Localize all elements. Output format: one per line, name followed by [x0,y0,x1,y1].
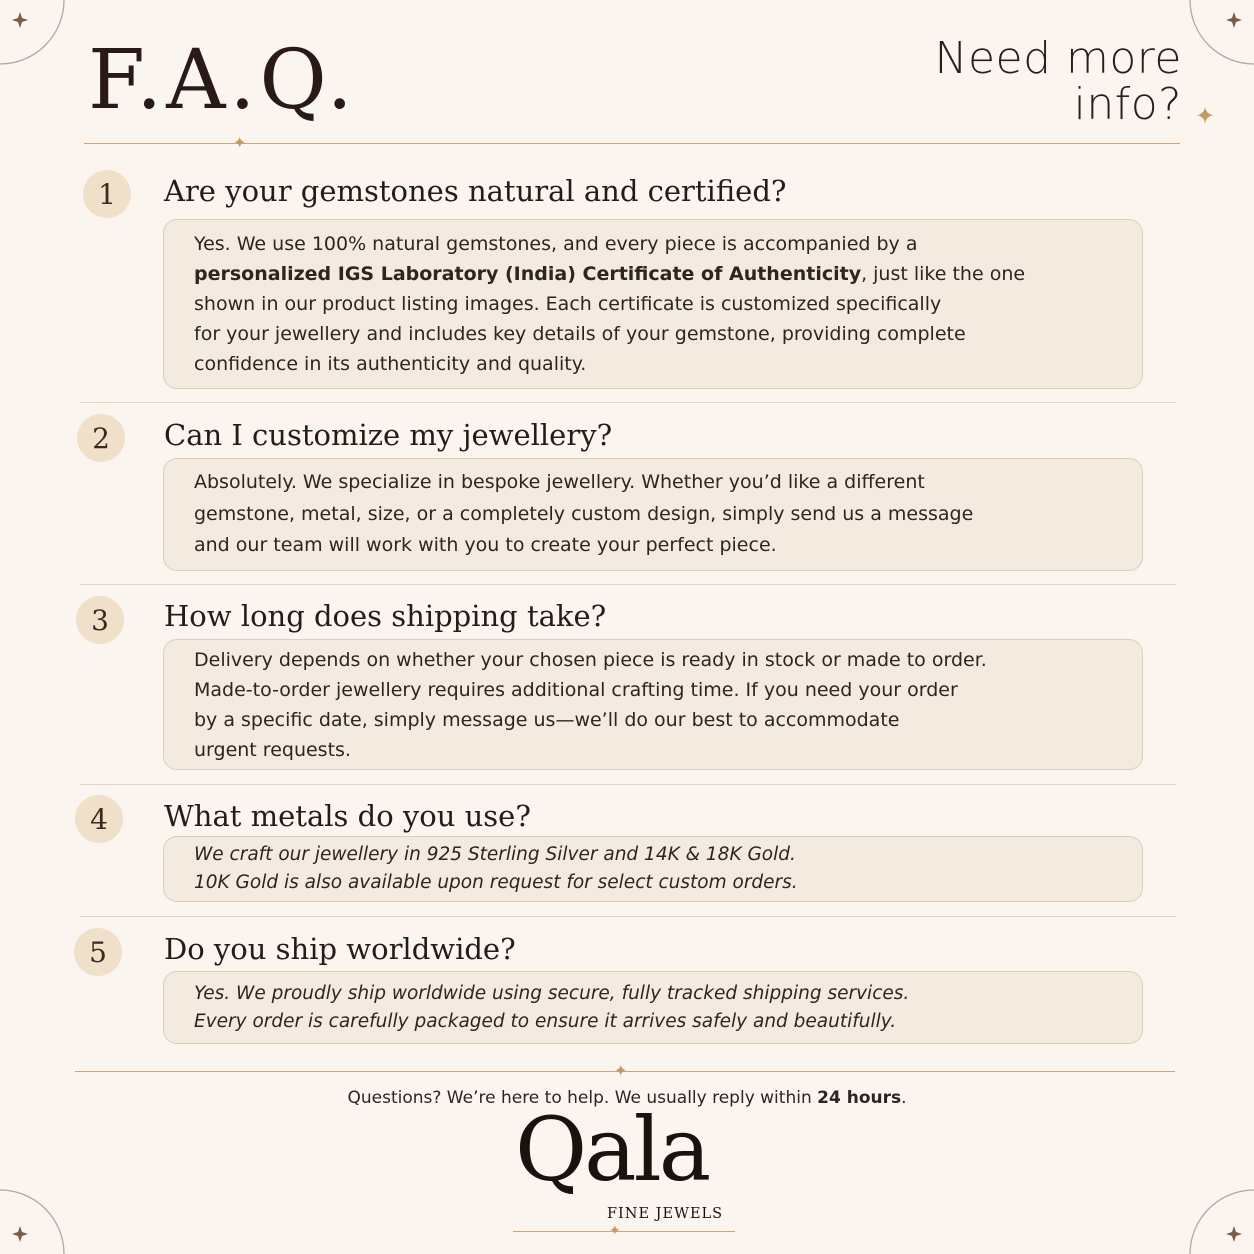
faq-answer-box [163,458,1143,571]
faq-separator [80,584,1176,585]
reply-time: 24 hours [817,1088,902,1108]
faq-question: Are your gemstones natural and certified? [164,174,787,208]
faq-question: Do you ship worldwide? [164,932,516,966]
certificate-highlight: personalized IGS Laboratory (India) Certificate of Authenticity [194,263,862,285]
faq-answer-box [163,971,1143,1044]
footer-note: Questions? We’re here to help. We usually reply within 24 hours. [347,1088,907,1108]
faq-answer-line: We craft our jewellery in 925 Sterling Silver and 14K & 18K Gold. [194,844,796,865]
faq-number-badge: 5 [74,928,122,976]
need-more-info-line1: Need more [934,33,1182,84]
faq-answer-line: Every order is carefully packaged to ensure it arrives safely and beautifully. [194,1010,897,1032]
header-divider [84,143,1180,144]
faq-answer-line: gemstone, metal, size, or a completely custom design, simply send us a message [194,502,974,525]
faq-answer-line: Yes. We use 100% natural gemstones, and every piece is accompanied by a [194,233,918,255]
sparkle-icon: ✦ [1195,102,1216,130]
page-title: F.A.Q. [88,33,357,128]
faq-answer-box [163,219,1143,389]
logo-wordmark: Qala [515,1098,709,1201]
faq-number-badge: 1 [83,170,131,218]
faq-answer-line: and our team will work with you to create your perfect piece. [194,534,777,557]
faq-answer-line: urgent requests. [194,738,351,761]
faq-answer-line: confidence in its authenticity and quality. [194,353,587,375]
sparkle-icon: ✦ [609,1223,621,1239]
faq-answer-line: personalized IGS Laboratory (India) Certificate of Authenticity, just like the one [194,263,1026,285]
faq-separator [80,916,1176,917]
corner-ornament-bottom-left [0,1184,70,1254]
logo-tagline: FINE JEWELS [607,1206,724,1222]
faq-answer-line: shown in our product listing images. Each certificate is customized specifically [194,293,942,315]
faq-separator [80,402,1176,403]
faq-question: What metals do you use? [164,799,531,833]
need-more-info-heading [934,33,1182,130]
faq-number-badge: 2 [77,414,125,462]
faq-answer-box [163,639,1143,770]
faq-answer-line: Absolutely. We specialize in bespoke jewellery. Whether you’d like a different [194,471,925,494]
need-more-info-line2: info? [1073,79,1182,130]
corner-ornament-bottom-right [1184,1184,1254,1254]
sparkle-icon: ✦ [233,133,247,152]
faq-number-badge: 4 [75,795,123,843]
faq-answer-line: by a specific date, simply message us—we’ll do our best to accommodate [194,708,900,731]
faq-answer-line: Yes. We proudly ship worldwide using secure, fully tracked shipping services. [194,982,910,1004]
faq-answer-box [163,836,1143,902]
sparkle-icon: ✦ [614,1061,628,1080]
faq-question: How long does shipping take? [164,599,607,633]
corner-ornament-top-right [1184,0,1254,70]
faq-number-badge: 3 [76,596,124,644]
corner-ornament-top-left [0,0,70,70]
logo-underline [513,1231,735,1232]
faq-answer-line: for your jewellery and includes key details of your gemstone, providing complete [194,323,966,345]
brand-logo [505,1098,750,1239]
faq-separator [80,784,1176,785]
faq-answer-line: Delivery depends on whether your chosen piece is ready in stock or made to order. [194,648,987,671]
faq-answer-line: 10K Gold is also available upon request for select custom orders. [194,872,798,893]
faq-question: Can I customize my jewellery? [164,418,613,452]
faq-answer-line: Made-to-order jewellery requires additional crafting time. If you need your order [194,678,958,701]
